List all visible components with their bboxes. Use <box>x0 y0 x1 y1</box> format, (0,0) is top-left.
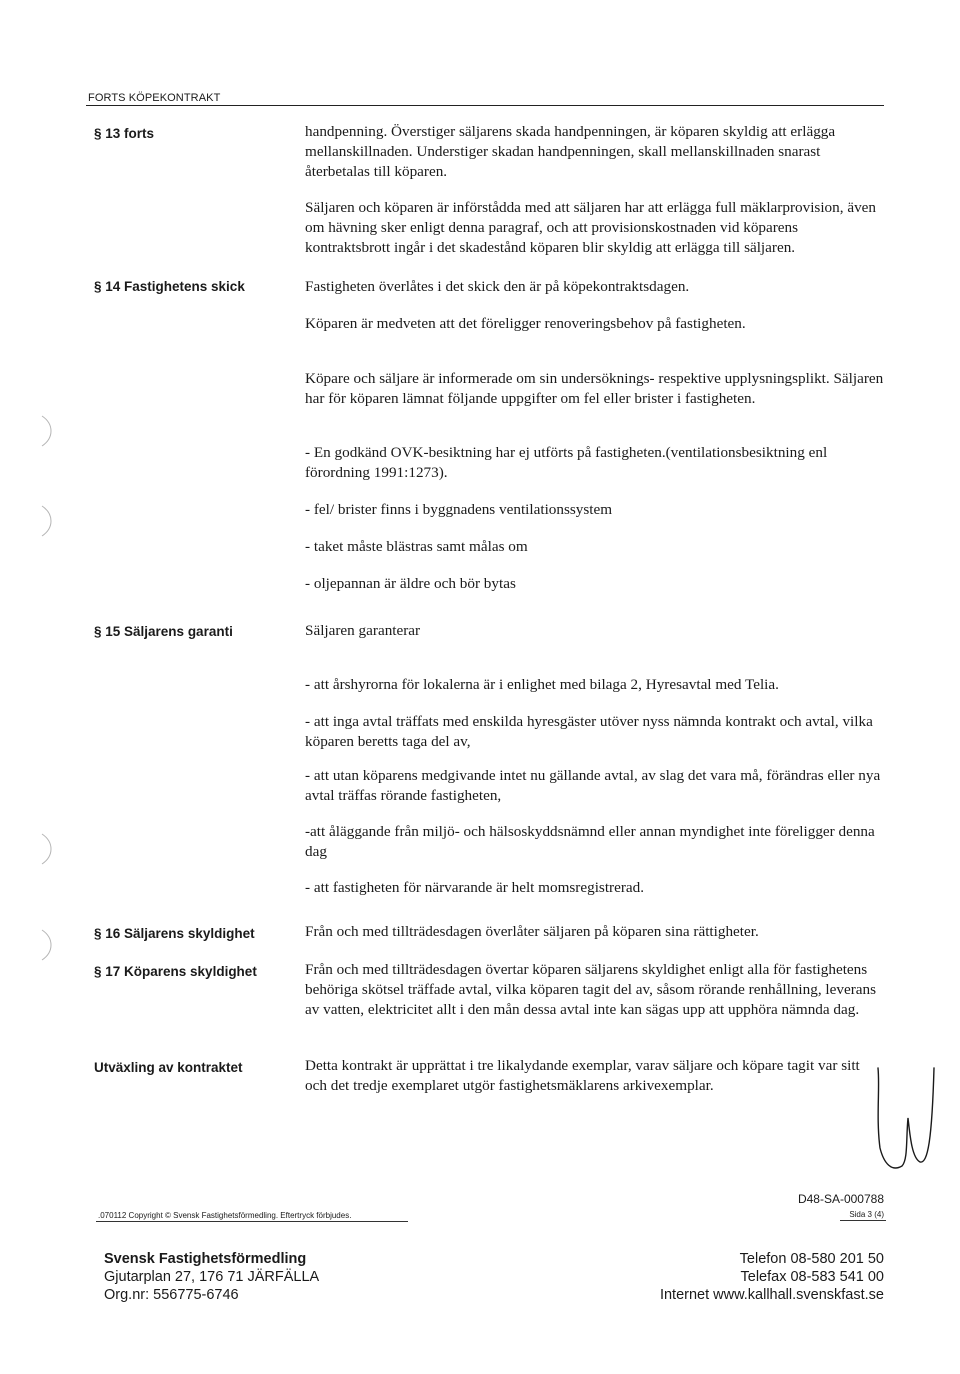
section-15-item-2 <box>305 712 885 752</box>
header-divider <box>86 105 884 106</box>
section-13-heading: § 13 forts <box>94 126 155 141</box>
section-15-item-1 <box>305 675 885 695</box>
section-14-item-4 <box>305 574 885 594</box>
section-15-heading: § 15 Säljarens garanti <box>94 624 233 639</box>
punch-hole-mark <box>40 928 54 962</box>
handwritten-signature <box>862 1048 942 1188</box>
list-item: - att utan köparens medgivande intet nu gällande avtal, av slag det vara må, förändras eller nya avtal träffas rörande fastigheten, <box>305 767 881 804</box>
page-number: Sida 3 (4) <box>849 1210 884 1219</box>
section-17-para-1 <box>305 960 885 1020</box>
section-15-item-4 <box>305 822 885 862</box>
list-item: - att årshyrorna för lokalerna är i enlighet med bilaga 2, Hyresavtal med Telia. <box>305 676 779 693</box>
footer-divider <box>96 1221 408 1222</box>
punch-hole-mark <box>40 504 54 538</box>
paragraph-text: Från och med tillträdesdagen överlåter säljaren på köparen sina rättigheter. <box>305 923 759 940</box>
list-item: - En godkänd OVK-besiktning har ej utförts på fastigheten.(ventilationsbesiktning enl förordning 1991:1273). <box>305 444 828 481</box>
section-17-heading: § 17 Köparens skyldighet <box>94 964 257 979</box>
utvaxling-para-1 <box>305 1056 873 1096</box>
paragraph-text: Från och med tillträdesdagen övertar köparen säljarens skyldighet enligt alla för fastighetens behöriga skötsel träffade avtal, vilka köparen tagit del av, såsom rörande renhållning, leverans av vatten, elektricitet allt i den mån dessa avtal inte kan sägas upp att upphöra nämnda dag. <box>305 961 877 1018</box>
document-header-title: FORTS KÖPEKONTRAKT <box>88 92 221 104</box>
section-14-para-3 <box>305 369 885 409</box>
company-address: Gjutarplan 27, 176 71 JÄRFÄLLA <box>104 1269 320 1285</box>
punch-hole-mark <box>40 832 54 866</box>
paragraph-text: Säljaren garanterar <box>305 622 421 639</box>
document-code: D48-SA-000788 <box>797 1192 884 1206</box>
section-14-heading: § 14 Fastighetens skick <box>94 279 245 294</box>
page-number-underline <box>840 1220 886 1221</box>
paragraph-text: handpenning. Överstiger säljarens skada handpenningen, är köparen skyldig att erlägga mellanskillnaden. Understiger skadan handpenningen, skall mellanskillnaden snarast återbetalas till köparen. <box>305 123 836 180</box>
contact-phone: Telefon 08-580 201 50 <box>739 1251 884 1267</box>
section-14-item-3 <box>305 537 885 557</box>
section-14-item-1 <box>305 443 885 483</box>
section-14-para-1 <box>305 277 885 297</box>
contact-internet: Internet www.kallhall.svenskfast.se <box>659 1287 884 1303</box>
section-15-item-5 <box>305 878 885 898</box>
contact-fax: Telefax 08-583 541 00 <box>740 1269 884 1285</box>
section-16-heading: § 16 Säljarens skyldighet <box>94 926 255 941</box>
list-item: - taket måste blästras samt målas om <box>305 538 528 555</box>
paragraph-text: Köparen är medveten att det föreligger renoveringsbehov på fastigheten. <box>305 315 746 332</box>
section-14-item-2 <box>305 500 885 520</box>
section-14-para-2 <box>305 314 885 334</box>
punch-hole-mark <box>40 414 54 448</box>
company-name: Svensk Fastighetsförmedling <box>104 1251 307 1267</box>
section-13-para-1 <box>305 122 885 182</box>
paragraph-text: Säljaren och köparen är införstådda med att säljaren har att erlägga full mäklarprovision, även om hävning sker enligt denna paragraf, och att provisionskostnaden vid köparens kontraktsbrott ingår i det skadestånd köparen blir skyldig att erlägga till säljaren. <box>305 199 876 256</box>
contact-info <box>620 1250 884 1304</box>
company-orgnr: Org.nr: 556775-6746 <box>104 1287 239 1303</box>
list-item: - att inga avtal träffats med enskilda hyresgäster utöver nyss nämnda kontrakt och avtal, vilka köparen beretts taga del av, <box>305 713 873 750</box>
list-item: - att fastigheten för närvarande är helt momsregistrerad. <box>305 879 645 896</box>
paragraph-text: Köpare och säljare är informerade om sin undersöknings- respektive upplysningsplikt. Säljaren har för köparen lämnat följande uppgifter om fel eller brister i fastigheten. <box>305 370 884 407</box>
paragraph-text: Fastigheten överlåtes i det skick den är på köpekontraktsdagen. <box>305 278 690 295</box>
utvaxling-heading: Utväxling av kontraktet <box>94 1060 243 1075</box>
section-13-para-2 <box>305 198 885 258</box>
list-item: -att åläggande från miljö- och hälsoskyddsnämnd eller annan myndighet inte föreligger denna dag <box>305 823 875 860</box>
list-item: - oljepannan är äldre och bör bytas <box>305 575 516 592</box>
section-15-para-1 <box>305 621 885 641</box>
paragraph-text: Detta kontrakt är upprättat i tre likalydande exemplar, varav säljare och köpare tagit var sitt och det tredje exemplaret utgör fastighetsmäklarens arkivexemplar. <box>305 1057 860 1094</box>
copyright-notice: .070112 Copyright © Svensk Fastighetsförmedling. Eftertryck förbjudes. <box>98 1211 352 1220</box>
company-info <box>104 1250 319 1304</box>
section-16-para-1 <box>305 922 885 942</box>
section-15-item-3 <box>305 766 885 806</box>
list-item: - fel/ brister finns i byggnadens ventilationssystem <box>305 501 613 518</box>
